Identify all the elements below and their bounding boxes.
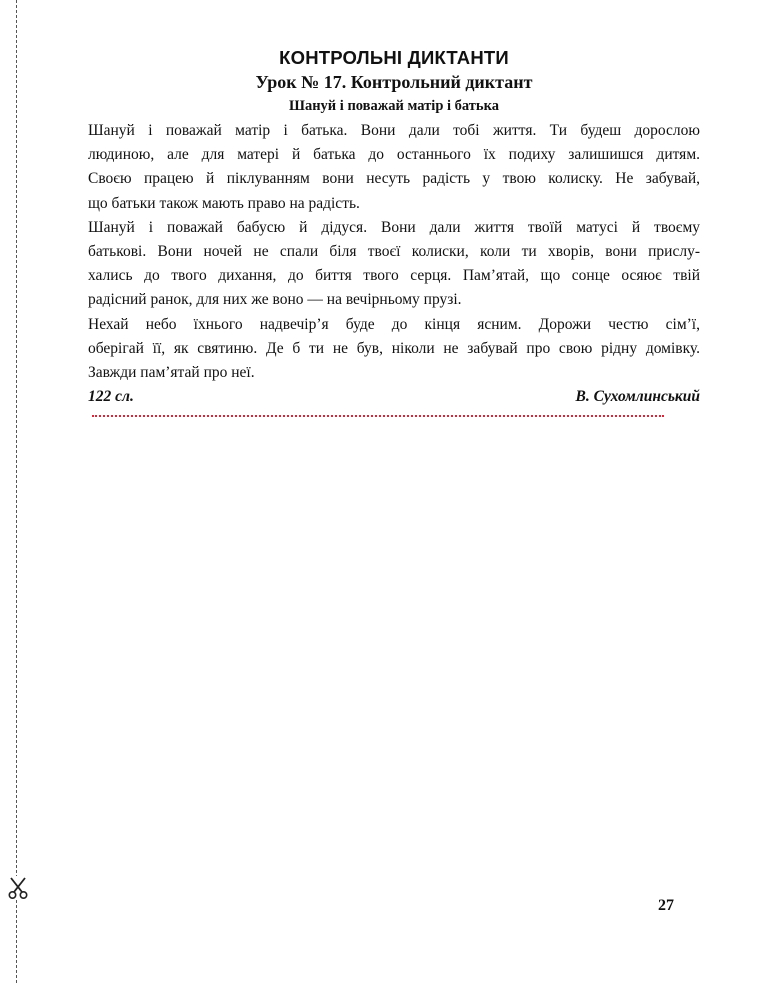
- cut-line: [16, 0, 17, 983]
- text-line: людиною, але для матері й батька до останнього їх подиху залишишся дитям.: [88, 146, 700, 164]
- author: В. Сухомлинський: [575, 388, 700, 406]
- page-number: 27: [658, 897, 674, 914]
- text-line: радісний ранок, для них же воно — на вечірньому прузі.: [88, 291, 462, 309]
- text-line: Шануй і поважай бабусю й дідуся. Вони дали життя твоїй матусі й твоєму: [88, 218, 700, 236]
- text-line: хались до твого дихання, до биття твого серця. Пам’ятай, що сонце осяює твій: [88, 267, 700, 285]
- paragraph-3: [88, 313, 700, 386]
- text-line: оберігай її, як святиню. Де б ти не був, ніколи не забувай про свою рідну домівку.: [88, 339, 700, 357]
- text-title: Шануй і поважай матір і батька: [289, 98, 499, 114]
- text-line: що батьки також мають право на радість.: [88, 194, 360, 212]
- dictation-footer: [88, 385, 700, 409]
- text-line: Завжди пам’ятай про неї.: [88, 364, 255, 382]
- document-content: [88, 46, 700, 409]
- red-dotted-rule: [92, 415, 664, 417]
- word-count: 122 сл.: [88, 388, 134, 406]
- lesson-title: Урок № 17. Контрольний диктант: [255, 72, 533, 92]
- text-line: Нехай небо їхнього надвечір’я буде до кінця ясним. Дорожи честю сім’ї,: [88, 315, 700, 333]
- text-line: Шануй і поважай матір і батька. Вони дали тобі життя. Ти будеш дорослою: [88, 122, 700, 139]
- scissors-icon: [7, 876, 29, 900]
- section-title: КОНТРОЛЬНІ ДИКТАНТИ: [279, 47, 509, 68]
- text-line: Своєю працею й піклуванням вони несуть радість у твою колиску. Не забувай,: [88, 170, 700, 188]
- text-line: батькові. Вони ночей не спали біля твоєї колиски, коли ти хворів, вони прислу-: [88, 243, 700, 261]
- paragraph-2: [88, 216, 700, 313]
- paragraph-1: [88, 119, 700, 216]
